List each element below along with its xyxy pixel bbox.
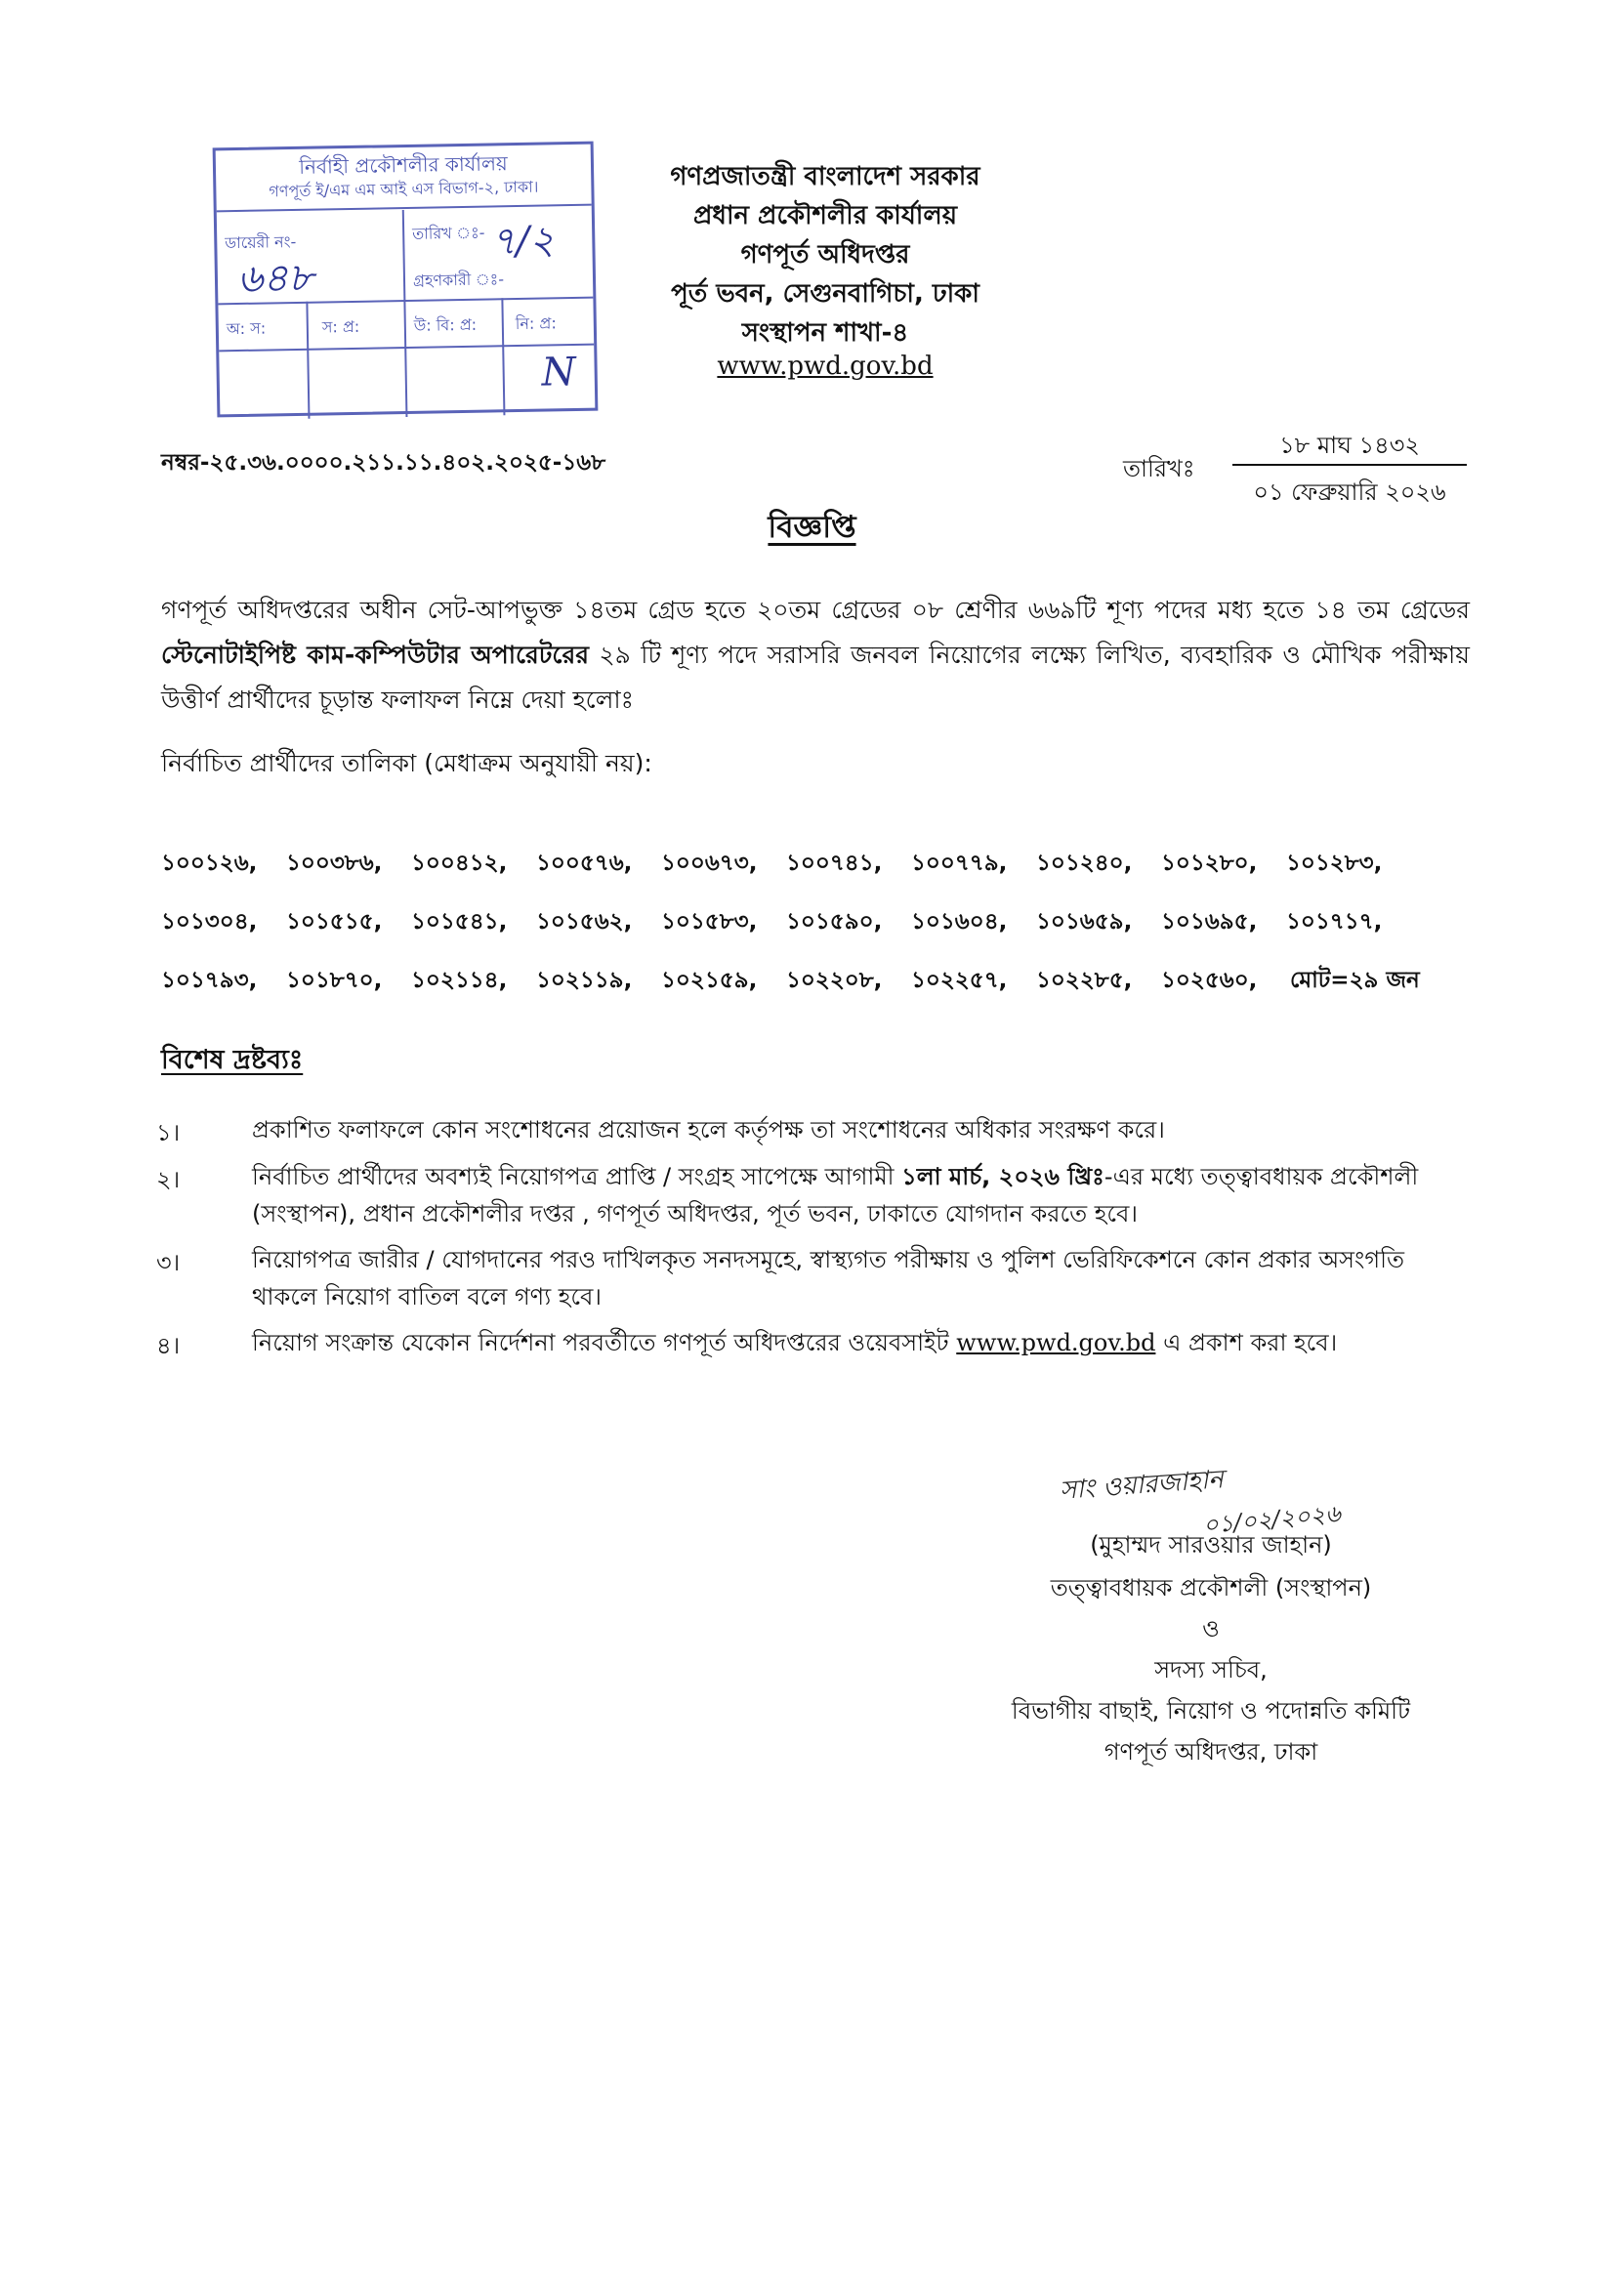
stamp-divider [402,210,406,300]
date-bangla: ১৮ মাঘ ১৪৩২ [1279,432,1420,459]
signature-handwriting: সাং ওয়ারজাহান [1059,1465,1225,1506]
date-divider [1232,464,1467,466]
signature-date-handwriting: ০১/০২/২০২৬ [1201,1499,1342,1540]
header-address: পূর্ত ভবন, সেগুনবাগিচা, ঢাকা [671,279,979,309]
signatory-name: (মুহাম্মদ সারওয়ার জাহান) [1090,1531,1332,1559]
stamp-diary-value: ৬৪৮ [236,255,314,302]
stamp-subtitle: গণপূর্ত ই/এম এম আই এস বিভাগ-২, ঢাকা। [216,174,592,213]
roll-number: ১০১২৮০, [1161,851,1258,876]
receipt-stamp [213,142,599,418]
stamp-cell: স: প্র: [321,316,360,337]
roll-number: ১০১২৪০, [1036,851,1133,876]
memo-number: নম্বর-২৫.৩৬.০০০০.২১১.১১.৪০২.২০২৫-১৬৮ [161,450,606,476]
roll-number: ১০০৭৪১, [786,851,883,876]
roll-number: ১০২১৫৯, [661,968,758,993]
note-text: নিয়োগপত্র জারীর / যোগদানের পরও দাখিলকৃত সনদসমূহে, স্বাস্থ্যগত পরীক্ষায় ও পুলিশ ভেরিফিকেশনে কোন প্রকার অসংগতি থাকলে নিয়োগ বাতিল বলে গণ্য হবে। [252,1246,1404,1310]
signatory-designation: তত্ত্বাবধায়ক প্রকৌশলী (সংস্থাপন) [1050,1574,1372,1601]
body-text: ২৯ টি শূণ্য পদে সরাসরি জনবল নিয়োগের লক্ষ্যে লিখিত, ব্যবহারিক ও মৌখিক পরীক্ষায় উত্তীর্ণ প্রার্থীদের চূড়ান্ত ফলাফল নিম্নে দেয়া হলোঃ [161,641,1470,714]
note-text [252,1324,1473,1361]
roll-number: ১০০৩৮৬, [286,851,383,876]
roll-number: ১০২২৫৭, [911,968,1008,993]
note-text: প্রকাশিত ফলাফলে কোন সংশোধনের প্রয়োজন হলে কর্তৃপক্ষ তা সংশোধনের অধিকার সংরক্ষণ করে। [252,1116,1165,1144]
website-link[interactable]: www.pwd.gov.bd [956,1329,1156,1356]
date-label: তারিখঃ [1123,455,1195,482]
roll-number: ১০০৬৭৩, [661,851,758,876]
note-number: ৪। [156,1332,181,1359]
stamp-diary-label: ডায়েরী নং- [225,231,297,253]
roll-number: ১০১৫৮৩, [661,909,758,935]
notice-body [161,588,1470,723]
header-branch: সংস্থাপন শাখা-৪ [741,318,909,348]
roll-row [161,903,1411,941]
note-text-part: এ প্রকাশ করা হবে। [1155,1329,1338,1356]
roll-number: ১০০৪১২, [411,851,508,876]
note-text-part: নিয়োগ সংক্রান্ত যেকোন নির্দেশনা পরবর্তীতে গণপূর্ত অধিদপ্তরের ওয়েবসাইট [252,1329,957,1356]
header-government: গণপ্রজাতন্ত্রী বাংলাদেশ সরকার [670,162,980,191]
roll-number: ১০০১২৬, [161,851,258,876]
stamp-tick: N [541,349,577,395]
roll-number: ১০১৭৯৩, [161,968,258,993]
roll-number: ১০১৫১৫, [286,909,383,935]
roll-number: ১০০৭৭৯, [911,851,1008,876]
roll-row [161,962,1420,1000]
stamp-divider [501,298,505,415]
stamp-cell: উ: বি: প্র: [413,314,478,335]
note-number: ১। [156,1119,181,1146]
roll-number: ১০১৫৪১, [411,909,508,935]
signatory-member: সদস্য সচিব, [1154,1656,1268,1684]
roll-number: ১০১২৮৩, [1286,851,1383,876]
note-text-part: নির্বাচিত প্রার্থীদের অবশ্যই নিয়োগপত্র প্রাপ্তি / সংগ্রহ সাপেক্ষে আগামী [252,1163,902,1190]
stamp-title: নির্বাহী প্রকৌশলীর কার্যালয় [299,151,508,179]
stamp-divider [403,300,407,417]
roll-number: ১০২২৮৫, [1036,968,1133,993]
roll-number: ১০১৫৬২, [536,909,633,935]
signatory-conjunction: ও [1202,1615,1220,1642]
stamp-date-value: ৭/২ [489,218,556,265]
roll-number: ১০১৫৯০, [786,909,883,935]
stamp-receiver-label: গ্রহণকারী ঃ- [412,270,505,290]
stamp-cell: নি: প্র: [515,313,557,334]
date-english: ০১ ফেব্রুয়ারি ২০২৬ [1253,478,1446,506]
roll-number: ১০১৬০৪, [911,909,1008,935]
roll-number: ১০২১১৯, [536,968,633,993]
note-number: ২। [156,1166,181,1193]
roll-number: ১০১৬৫৯, [1036,909,1133,935]
header-website-link[interactable]: www.pwd.gov.bd [717,352,934,381]
notes-title: বিশেষ দ্রষ্টব্যঃ [161,1045,304,1075]
roll-number: ১০২৫৬০, [1161,968,1258,993]
roll-number: ১০২১১৪, [411,968,508,993]
notice-title-text: বিজ্ঞপ্তি [768,510,856,545]
signatory-committee: বিভাগীয় বাছাই, নিয়োগ ও পদোন্নতি কমিটি [1011,1697,1411,1725]
roll-number: ১০২২০৮, [786,968,883,993]
roll-number: ১০০৫৭৬, [536,851,633,876]
body-text: গণপূর্ত অধিদপ্তরের অধীন সেট-আপভুক্ত ১৪তম গ্রেড হতে ২০তম গ্রেডের ০৮ শ্রেণীর ৬৬৯টি শূণ্য পদের মধ্য হতে ১৪ তম গ্রেডের [161,596,1470,624]
stamp-date-label: তারিখ ঃ- [412,223,485,243]
header-department: গণপূর্ত অধিদপ্তর [740,240,910,270]
selected-list-heading: নির্বাচিত প্রার্থীদের তালিকা (মেধাক্রম অনুযায়ী নয়): [161,749,652,777]
note-text [252,1158,1473,1232]
body-post-name: স্টেনোটাইপিষ্ট কাম-কম্পিউটার অপারেটরের [161,641,589,669]
roll-total: মোট=২৯ জন [1290,968,1420,993]
stamp-cell: অ: স: [226,318,267,339]
roll-number: ১০১৩০৪, [161,909,258,935]
roll-number: ১০১৮৭০, [286,968,383,993]
note-text-part: -এর মধ্যে তত্ত্বাবধায়ক প্রকৌশলী (সংস্থাপন), প্রধান প্রকৌশলীর দপ্তর , গণপূর্ত অধিদপ্তর, পূর্ত ভবন, ঢাকাতে যোগদান করতে হবে। [252,1163,1419,1227]
note-number: ৩। [156,1249,181,1276]
roll-number: ১০১৬৯৫, [1161,909,1258,935]
signatory-office: গণপূর্ত অধিদপ্তর, ঢাকা [1103,1738,1318,1766]
note-deadline: ১লা মার্চ, ২০২৬ খ্রিঃ [901,1163,1104,1190]
notice-title [0,504,1624,555]
stamp-divider [306,302,310,419]
header-office: প্রধান প্রকৌশলীর কার্যালয় [692,201,958,230]
roll-row [161,845,1411,883]
roll-number: ১০১৭১৭, [1286,909,1383,935]
